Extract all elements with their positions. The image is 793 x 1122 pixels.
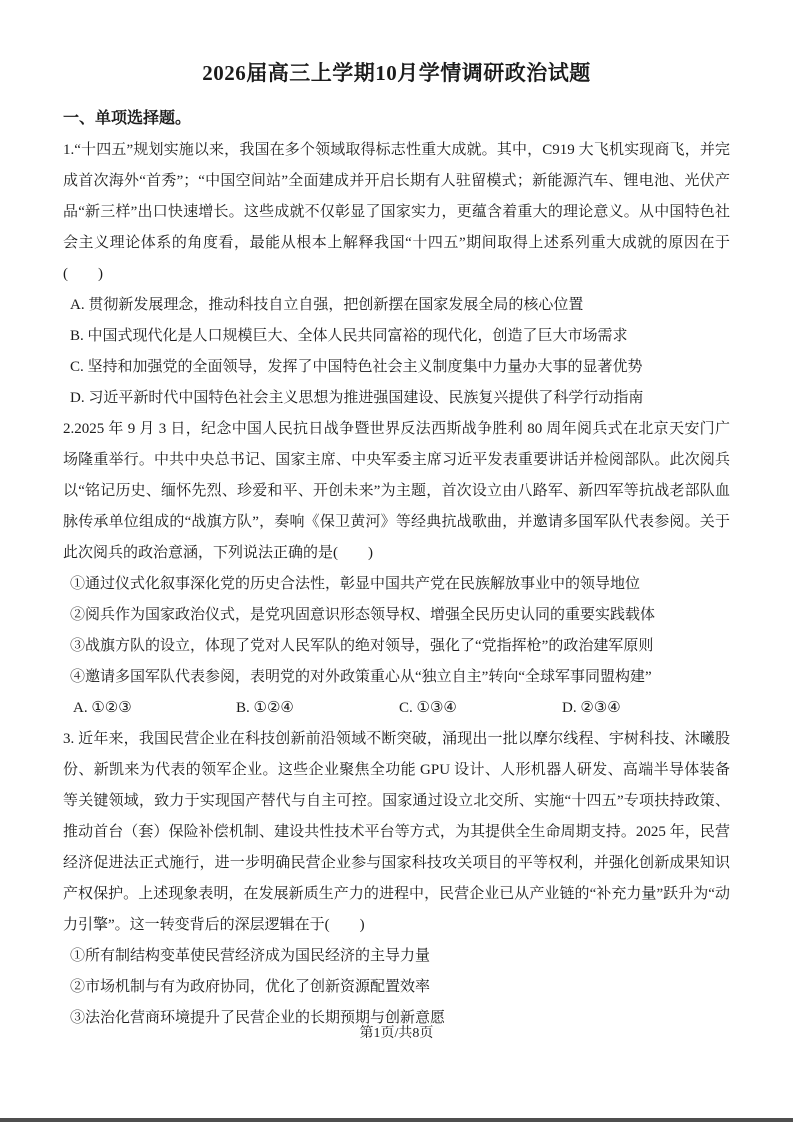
question-stem: 2.2025 年 9 月 3 日，纪念中国人民抗日战争暨世界反法西斯战争胜利 80 周年阅兵式在北京天安门广场隆重举行。中共中央总书记、国家主席、中央军委主席习近平发表重要讲话并检阅部队。此次阅兵以“铭记历史、缅怀先烈、珍爱和平、开创未来”为主题，首次设立由八路军、新四军等抗战老部队血脉传承单位组成的“战旗方队”，奏响《保卫黄河》等经典抗战歌曲，并邀请多国军队代表参阅。关于此次阅兵的政治意涵，下列说法正确的是( ) xyxy=(63,421,730,561)
page-bottom-edge xyxy=(0,1118,793,1122)
statement-item: ②市场机制与有为政府协同，优化了创新资源配置效率 xyxy=(70,979,431,995)
statement-item: ①通过仪式化叙事深化党的历史合法性，彰显中国共产党在民族解放事业中的领导地位 xyxy=(70,576,641,592)
question-stem: 1.“十四五”规划实施以来，我国在多个领域取得标志性重大成就。其中，C919 大飞机实现商飞，并完成首次海外“首秀”；“中国空间站”全面建成并开启长期有人驻留模式；新能源汽车、锂电池、光伏产品“新三样”出口快速增长。这些成就不仅彰显了国家实力，更蕴含着重大的理论意义。从中国特色社会主义理论体系的角度看，最能从根本上解释我国“十四五”期间取得上述系列重大成就的原因在于( ) xyxy=(63,142,730,282)
option-a: A. ①②③ xyxy=(73,700,132,716)
question-1 xyxy=(63,135,730,414)
statement-item: ③法治化营商环境提升了民营企业的长期预期与创新意愿 xyxy=(70,1010,446,1026)
statement-item: ④邀请多国军队代表参阅，表明党的对外政策重心从“独立自主”转向“全球军事同盟构建” xyxy=(70,669,652,685)
question-2 xyxy=(63,414,730,724)
page-footer: 第1页/共8页 xyxy=(359,1026,434,1041)
page-title: 2026届高三上学期10月学情调研政治试题 xyxy=(202,61,591,85)
option-d: D. 习近平新时代中国特色社会主义思想为推进强国建设、民族复兴提供了科学行动指南 xyxy=(70,390,644,406)
statement-item: ②阅兵作为国家政治仪式，是党巩固意识形态领导权、增强全民历史认同的重要实践载体 xyxy=(70,607,656,623)
answer-options-row xyxy=(63,693,730,724)
option-b: B. 中国式现代化是人口规模巨大、全体人民共同富裕的现代化，创造了巨大市场需求 xyxy=(70,328,628,344)
option-c: C. 坚持和加强党的全面领导，发挥了中国特色社会主义制度集中力量办大事的显著优势 xyxy=(70,359,643,375)
statement-item: ①所有制结构变革使民营经济成为国民经济的主导力量 xyxy=(70,948,431,964)
questions xyxy=(63,135,730,1034)
question-3 xyxy=(63,724,730,1034)
section-header: 一、单项选择题。 xyxy=(63,110,192,127)
question-stem: 3. 近年来，我国民营企业在科技创新前沿领域不断突破，涌现出一批以摩尔线程、宇树科技、沐曦股份、新凯来为代表的领军企业。这些企业聚焦全功能 GPU 设计、人形机器人研发、高端半导体装备等关键领域，致力于实现国产替代与自主可控。国家通过设立北交所、实施“十四五”专项扶持政策、推动首台（套）保险补偿机制、建设共性技术平台等方式，为其提供全生命周期支持。2025 年，民营经济促进法正式施行，进一步明确民营企业参与国家科技攻关项目的平等权利，并强化创新成果知识产权保护。上述现象表明，在发展新质生产力的进程中，民营企业已从产业链的“补充力量”跃升为“动力引擎”。这一转变背后的深层逻辑在于( ) xyxy=(63,731,730,933)
statement-item: ③战旗方队的设立，体现了党对人民军队的绝对领导，强化了“党指挥枪”的政治建军原则 xyxy=(70,638,654,654)
option-b: B. ①②④ xyxy=(236,700,294,716)
option-c: C. ①③④ xyxy=(399,700,457,716)
option-a: A. 贯彻新发展理念，推动科技自立自强，把创新摆在国家发展全局的核心位置 xyxy=(70,297,584,313)
option-d: D. ②③④ xyxy=(562,700,621,716)
